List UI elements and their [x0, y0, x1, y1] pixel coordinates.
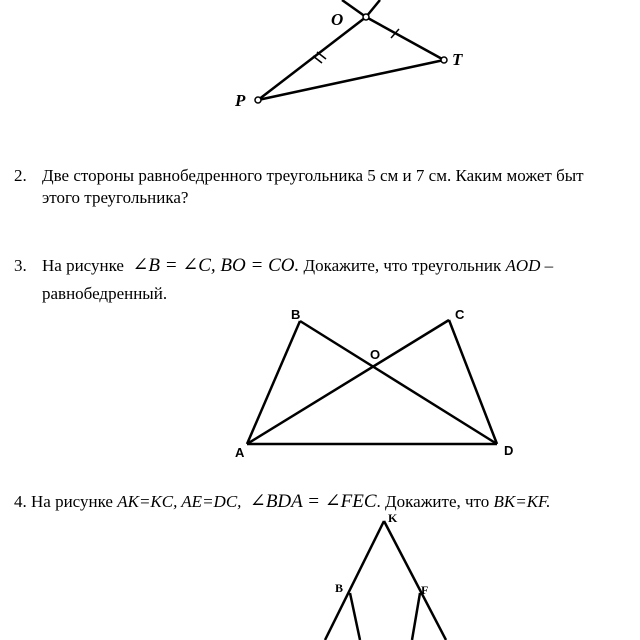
problem-3-math: ∠B = ∠C, BO = CO.: [132, 255, 300, 276]
problem-4-condition: AK=KC, AE=DC,: [117, 492, 242, 511]
problem-2-line-2: этого треугольника?: [42, 188, 189, 207]
label-a: A: [235, 445, 245, 460]
segment-k-left: [325, 521, 384, 640]
segment-b-down: [350, 593, 360, 640]
label-k: K: [388, 511, 398, 525]
problem-2-number: 2.: [14, 166, 27, 185]
problem-3-triangle: AOD: [505, 256, 541, 275]
label-d: D: [504, 443, 514, 458]
problem-4-prefix: На рисунке: [26, 492, 118, 511]
label-b-fig4: B: [335, 581, 344, 595]
label-t: T: [452, 50, 463, 69]
label-o: O: [331, 10, 344, 29]
label-p: P: [235, 91, 246, 110]
problem-2-text: Две стороны равнобедренного треугольника 5 см и 7 см. Каким может быт: [42, 166, 584, 185]
problem-3-middle: Докажите, что треугольник: [299, 256, 506, 275]
label-c: C: [455, 307, 465, 322]
label-b: B: [291, 307, 301, 322]
problem-4-goal: BK=KF.: [493, 492, 551, 511]
label-o-fig3: O: [370, 347, 381, 362]
problem-4-middle: . Докажите, что: [376, 492, 494, 511]
problem-3-number: 3.: [14, 256, 27, 275]
label-f: F: [421, 583, 429, 597]
problem-3-dash: –: [540, 256, 554, 275]
problem-4-number: 4.: [14, 492, 27, 511]
problem-4-math: ∠BDA = ∠FEC: [249, 491, 377, 512]
problem-3-prefix: На рисунке: [42, 256, 124, 275]
problem-3-line-2: равнобедренный.: [42, 284, 168, 303]
segment-f-down: [412, 593, 420, 640]
